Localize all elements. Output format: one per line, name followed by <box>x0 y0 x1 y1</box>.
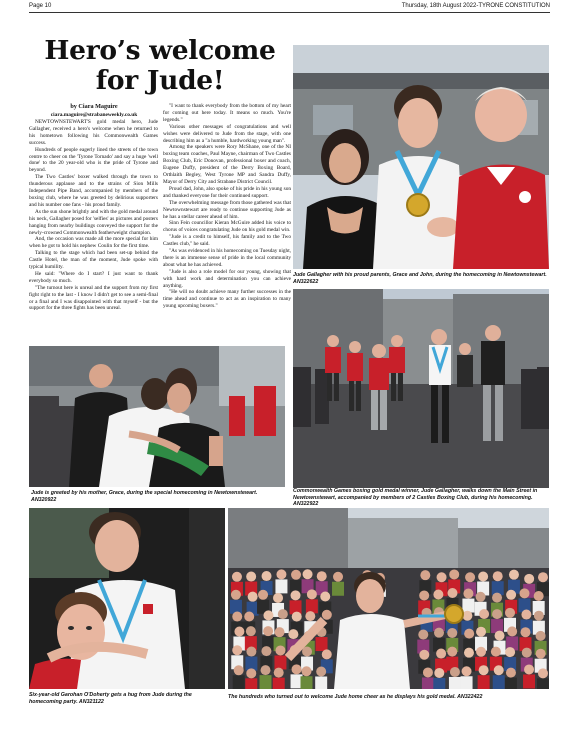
byline <box>29 103 159 119</box>
article-paragraph: He said: "Where do I start? I just want to thank everybody so much. <box>29 270 158 284</box>
caption-main-street-walk: Commonwealth Games boxing gold medal winner, Jude Gallagher, walks down the Main Street in Newtownstewart, accompanied by members of 2 Castles Boxing Club, during his homecoming. AN322922 <box>293 488 538 507</box>
article-paragraph: Talking to the stage which had been set-up behind the Castle Hotel, the man of the moment, Jude spoke with typical humility. <box>29 250 158 271</box>
header-rule <box>29 12 550 13</box>
article-paragraph: "Jude is also a role model for our young, showing that with hard work and determination you can achieve anything. <box>163 268 291 289</box>
article-paragraph: "I want to thank everybody from the bottom of my heart for coming out here today. It means so much. You're legends." <box>163 103 291 123</box>
caption-jude-with-parents: Jude Gallagher with his proud parents, Grace and John, during the homecoming in Newtownstewart. AN322622 <box>293 272 547 285</box>
article-paragraph: "He will no doubt achieve many further successes in the time ahead and continue to act as an inspiration to many young upcoming boxers." <box>163 289 291 310</box>
article-paragraph: And, the occasion was made all the more special for him when he got to hold his nephew Coulin for the first time. <box>29 236 158 250</box>
photo-jude-with-parents <box>293 45 549 269</box>
article-paragraph: "The turnout here is unreal and the support from my first fight right to the last - I know I didn't get to see a semi-final or a final and I was disappointed with that myself - but the support for the three fights has been unreal. <box>29 284 158 312</box>
caption-hug-with-boy: Six-year-old Garohan O'Doherty gets a hug from Jude during the homecoming party. AN321122 <box>29 692 192 705</box>
article-paragraph: Among the speakers were Rory McShane, one of the NI boxing team coaches, Paul Mayne, chairman of Two Castles Boxing Club, Eric Donovan, professional boxer and coach, Eugene Duffy, president of the Derry Boxing Board, Orthlaith Begley, West Tyrone MP and Sandra Duffy, Mayor of Derry City and Strabane District Council. <box>163 144 291 185</box>
headline-line-1: Hero’s welcome <box>44 35 276 66</box>
article-column-2 <box>163 103 291 310</box>
caption-crowd-cheering: The hundreds who turned out to welcome Jude home cheer as he displays his gold medal. AN322422 <box>228 694 483 700</box>
article-paragraph: Hundreds of people eagerly lined the streets of the town centre to cheer on the 'Tyrone Tornado' and say a huge 'well done' to the 20 year-old who is the pride of Tyrone and beyond. <box>29 146 158 174</box>
photo-hug-with-boy <box>29 508 225 689</box>
headline-line-2: for Jude! <box>95 65 225 96</box>
article-paragraph: As the sun shone brightly and with the gold medal around his neck, Gallagher posed for 'selfies' as pictures and posters hanging from nearby buildings conveyed the support for the newly-crowned Commonwealth featherweight champion. <box>29 208 158 236</box>
article-paragraph: "As was evidenced in his homecoming on Tuesday night, there is an immense sense of pride in the local community about what he has achieved. <box>163 248 291 268</box>
byline-name: by Ciara Maguire <box>70 103 118 110</box>
photo-main-street-walk <box>293 289 549 488</box>
article-paragraph: NEWTOWNSTEWART'S gold medal hero, Jude Gallagher, received a hero's welcome when he returned to his hometown following his Commonwealth Games success. <box>29 119 158 146</box>
byline-email[interactable]: ciara.maguire@strabaneweekly.co.uk <box>50 112 138 118</box>
article-paragraph: "Jude is a credit to himself, his family and to the Two Castles club," he said. <box>163 234 291 248</box>
article-headline <box>29 36 291 96</box>
caption-greeted-by-mother: Jude is greeted by his mother, Grace, during the special homecoming in Newtownstewart. AN320922 <box>31 490 258 503</box>
article-column-1 <box>29 119 158 312</box>
article-paragraph: Proud dad, John, also spoke of his pride in his young son and thanked everyone for their continued support. <box>163 185 291 199</box>
photo-greeted-by-mother <box>29 346 285 487</box>
article-paragraph: The overwhelming message from those gathered was that Newtownstewart are ready to continue supporting Jude as he has a stellar career ahead of him. <box>163 199 291 220</box>
page-date-publication: Thursday, 18th August 2022-TYRONE CONSTITUTION <box>401 3 550 9</box>
article-paragraph: The Two Castles' boxer walked through the town to thunderous applause and to the strains of Sion Mills Independent Pipe Band, accompanied by members of the boxing club, where he was greeted by delirious supporters and his number one fans - his proud family. <box>29 174 158 208</box>
article-paragraph: Various other messages of congratulations and well wishes were delivered to Jude from the stage, with one describing him as a "a humble, hardworking young man". <box>163 123 291 144</box>
article-paragraph: Sinn Fein councillor Kieran McGuire added his voice to chorus of voices congratulating Jude on his gold medal win. <box>163 220 291 234</box>
photo-crowd-cheering <box>228 508 549 689</box>
page-number: Page 10 <box>29 3 52 9</box>
